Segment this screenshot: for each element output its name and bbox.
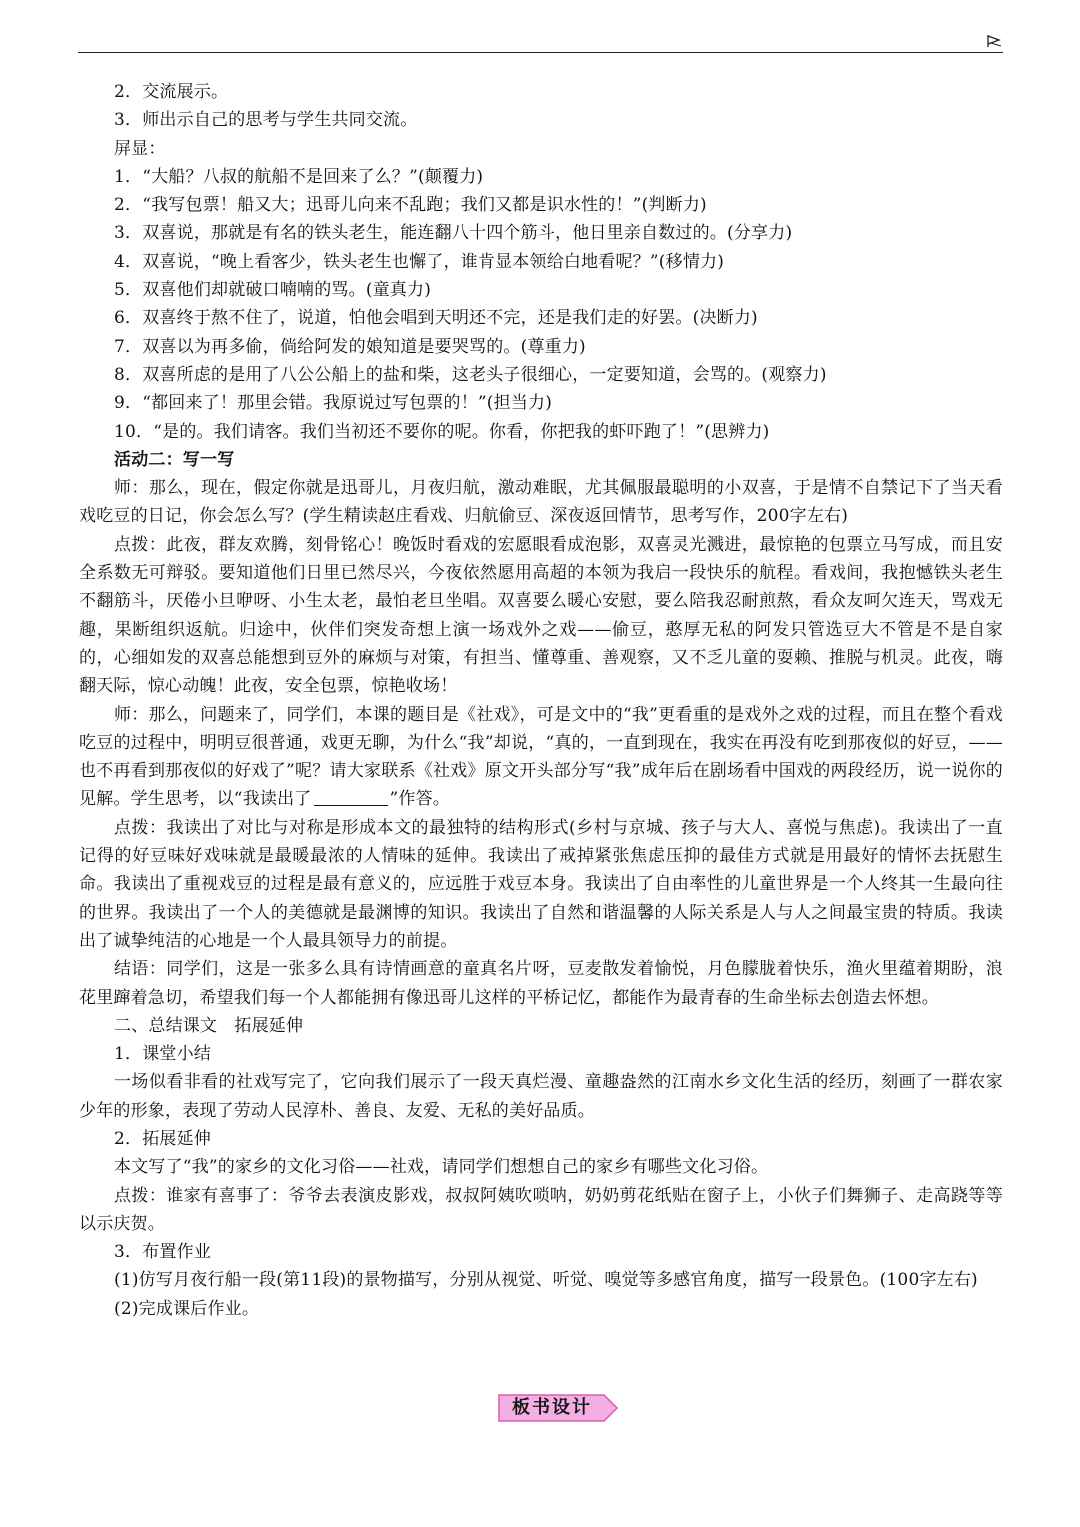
text-line: 屏显： bbox=[114, 138, 166, 159]
subsection-heading: 3．布置作业 bbox=[114, 1242, 212, 1263]
text-line: 7．双喜以为再多偷，倘给阿发的娘知道是要哭骂的。(尊重力) bbox=[114, 336, 586, 357]
text-line: 1．“大船？八叔的航船不是回来了么？”(颠覆力) bbox=[114, 166, 484, 187]
text-line: 2．“我写包票！船又大；迅哥儿向来不乱跑；我们又都是识水性的！”(判断力) bbox=[114, 195, 707, 216]
flag-icon bbox=[986, 34, 1002, 48]
paragraph-conclusion: 结语：同学们，这是一张多么具有诗情画意的童真名片呀，豆麦散发着愉悦，月色朦胧着快乐，渔火里蕴着期盼，浪花里蹿着急切，希望我们每一个人都能拥有像迅哥儿这样的平桥记忆，都能作为最青春的生命坐标去创造去怀想。 bbox=[79, 959, 1003, 1008]
paragraph-hint: 点拨：此夜，群友欢腾，刻骨铭心！晚饭时看戏的宏愿眼看成泡影，双喜灵光溅进，最惊艳的包票立马写成，而且安全系数无可辩驳。要知道他们日里已然尽兴，今夜依然愿用高超的本领为我启一段快乐的航程。看戏间，我抱憾铁头老生不翻筋斗，厌倦小旦咿呀、小生太老，最怕老旦坐唱。双喜要么暖心安慰，要么陪我忍耐煎熬，看众友呵欠连天，骂戏无趣，果断组织返航。归途中，伙伴们突发奇想上演一场戏外之戏——偷豆，憨厚无私的阿发只管选豆大不管是不是自家的，心细如发的双喜总能想到豆外的麻烦与对策，有担当、懂尊重、善观察，又不乏儿童的耍赖、推脱与机灵。此夜，嗨翻天际，惊心动魄！此夜，安全包票，惊艳收场！ bbox=[79, 534, 1003, 697]
document-body bbox=[79, 78, 1003, 1323]
activity-heading: 活动二：写一写 bbox=[114, 449, 235, 470]
paragraph-hint: 点拨：我读出了对比与对称是形成本文的最独特的结构形式(乡村与京城、孩子与大人、喜悦与焦虑)。我读出了一直记得的好豆味好戏味就是最暖最浓的人情味的延伸。我读出了戒掉紧张焦虑压抑的最佳方式就是用最好的情怀去抚慰生命。我读出了重视戏豆的过程是最有意义的，应远胜于戏豆本身。我读出了自由率性的儿童世界是一个人终其一生最向往的世界。我读出了一个人的美德就是最渊博的知识。我读出了自然和谐温馨的人际关系是人与人之间最宝贵的特质。我读出了诚挚纯洁的心地是一个人最具领导力的前提。 bbox=[79, 817, 1003, 951]
question-text: 师：那么，问题来了，同学们，本课的题目是《社戏》，可是文中的“我”更看重的是戏外之戏的过程，而且在整个看戏吃豆的过程中，明明豆很普通，戏更无聊，为什么“我”却说，“真的，一直到现在，我实在再没有吃到那夜似的好豆，——也不再看到那夜似的好戏了”呢？请大家联系《社戏》原文开头部分写“我”成年后在剧场看中国戏的两段经历，说一说你的见解。学生思考，以“我读出了 bbox=[79, 704, 1003, 810]
section-heading: 二、总结课文 拓展延伸 bbox=[114, 1015, 304, 1036]
text-line: 8．双喜所虑的是用了八公公船上的盐和柴，这老头子很细心，一定要知道，会骂的。(观察力) bbox=[114, 364, 827, 385]
text-line: 5．双喜他们却就破口喃喃的骂。(童真力) bbox=[114, 280, 432, 301]
paragraph-teacher-prompt: 师：那么，现在，假定你就是迅哥儿，月夜归航，激动难眠，尤其佩服最聪明的小双喜，于是情不自禁记下了当天看戏吃豆的日记，你会怎么写？(学生精读赵庄看戏、归航偷豆、深夜返回情节，思考写作，200字左右) bbox=[79, 478, 1003, 527]
text-line: 4．双喜说，“晚上看客少，铁头老生也懈了，谁肯显本领给白地看呢？”(移情力) bbox=[114, 251, 725, 272]
question-text-end: ”作答。 bbox=[389, 789, 450, 810]
homework-item: (2)完成课后作业。 bbox=[114, 1298, 260, 1319]
paragraph-teacher-question bbox=[79, 701, 1003, 814]
text-line: 10．“是的。我们请客。我们当初还不要你的呢。你看，你把我的虾吓跑了！”(思辨力) bbox=[114, 421, 770, 442]
text-line: 6．双喜终于熬不住了，说道，怕他会唱到天明还不完，还是我们走的好罢。(决断力) bbox=[114, 308, 758, 329]
text-line: 9．“都回来了！那里会错。我原说过写包票的！”(担当力) bbox=[114, 393, 553, 414]
homework-item: (1)仿写月夜行船一段(第11段)的景物描写，分别从视觉、听觉、嗅觉等多感官角度，描写一段景色。(100字左右) bbox=[114, 1270, 978, 1291]
paragraph-hint: 点拨：谁家有喜事了：爷爷去表演皮影戏，叔叔阿姨吹唢呐，奶奶剪花纸贴在窗子上，小伙子们舞狮子、走高跷等等以示庆贺。 bbox=[79, 1185, 1003, 1234]
paragraph-summary: 一场似看非看的社戏写完了，它向我们展示了一段天真烂漫、童趣盎然的江南水乡文化生活的经历，刻画了一群农家少年的形象，表现了劳动人民淳朴、善良、友爱、无私的美好品质。 bbox=[79, 1072, 1003, 1121]
text-line: 2．交流展示。 bbox=[114, 82, 229, 102]
board-design-banner bbox=[498, 1393, 620, 1423]
paragraph-extension: 本文写了“我”的家乡的文化习俗——社戏，请同学们想想自己的家乡有哪些文化习俗。 bbox=[114, 1157, 769, 1178]
board-design-label: 板书设计 bbox=[512, 1397, 592, 1418]
subsection-heading: 1．课堂小结 bbox=[114, 1044, 212, 1065]
text-line: 3．双喜说，那就是有名的铁头老生，能连翻八十四个筋斗，他日里亲自数过的。(分享力) bbox=[114, 223, 793, 244]
text-line: 3．师出示自己的思考与学生共同交流。 bbox=[114, 110, 418, 131]
header-rule bbox=[78, 52, 1003, 53]
answer-blank bbox=[314, 787, 388, 806]
subsection-heading: 2．拓展延伸 bbox=[114, 1128, 212, 1149]
